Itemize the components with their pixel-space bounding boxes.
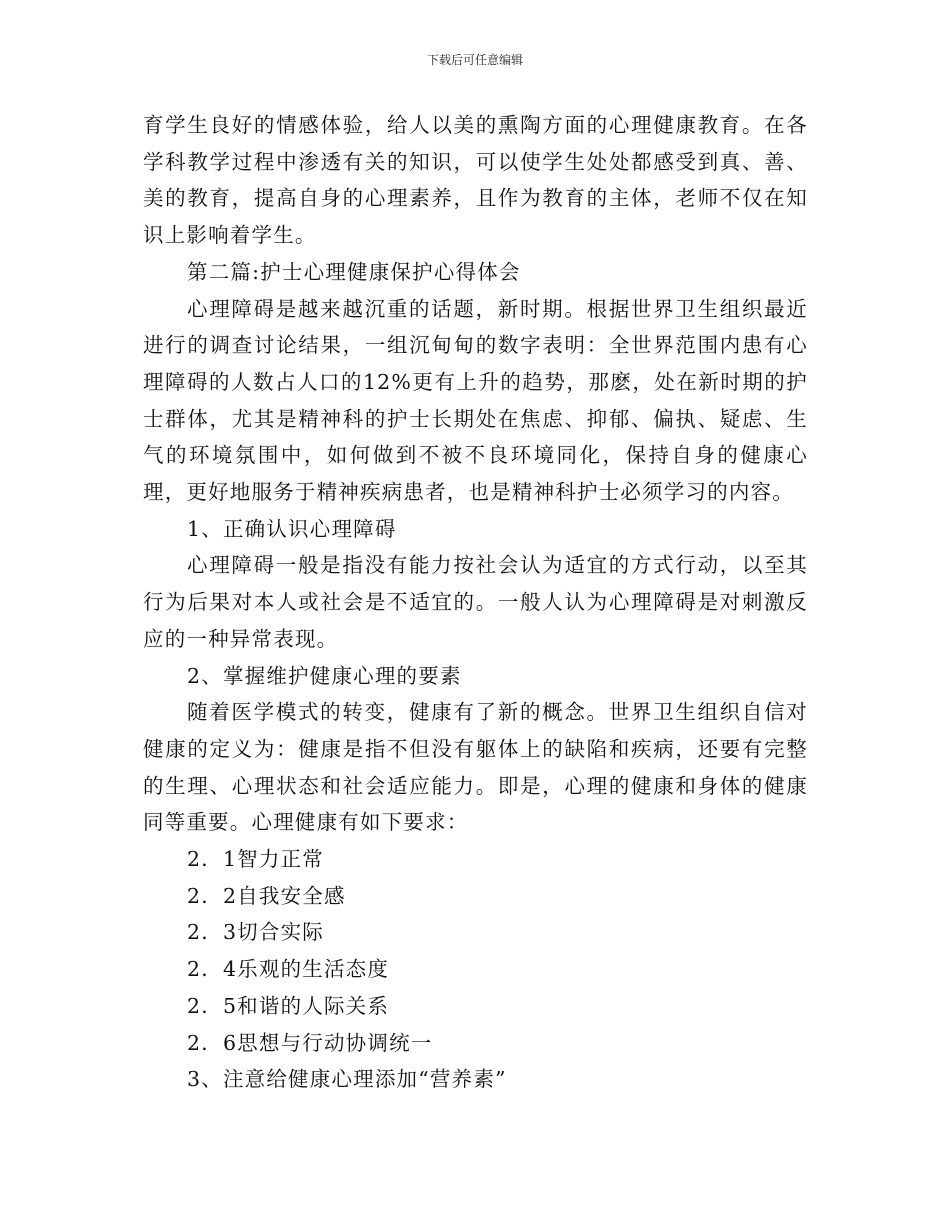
list-item-2-3: 2．3切合实际 [187, 920, 324, 945]
paragraph-health-definition: 随着医学模式的转变，健康有了新的概念。世界卫生组织自信对健康的定义为：健康是指不但没有躯体上的缺陷和疾病，还要有完整的生理、心理状态和社会适应能力。即是，心理的健康和身体的健康同等重要。心理健康有如下要求： [143, 700, 808, 835]
paragraph-intro: 心理障碍是越来越沉重的话题，新时期。根据世界卫生组织最近进行的调查讨论结果，一组沉甸甸的数字表明：全世界范围内患有心理障碍的人数占人口的12%更有上升的趋势，那麽，处在新时期的护士群体，尤其是精神科的护士长期处在焦虑、抑郁、偏执、疑虑、生气的环境氛围中，如何做到不被不良环境同化，保持自身的健康心理，更好地服务于精神疾病患者，也是精神科护士必须学习的内容。 [143, 296, 808, 505]
list-item-2-2: 2．2自我安全感 [187, 883, 346, 908]
list-item-2-4: 2．4乐观的生活态度 [187, 957, 390, 982]
paragraph-definition: 心理障碍一般是指没有能力按社会认为适宜的方式行动，以至其行为后果对本人或社会是不适宜的。一般人认为心理障碍是对刺激反应的一种异常表现。 [143, 553, 808, 651]
list-item-2-6: 2．6思想与行动协调统一 [187, 1030, 433, 1055]
paragraph-continued-text: 育学生良好的情感体验，给人以美的熏陶方面的心理健康教育。在各学科教学过程中渗透有关的知识，可以使学生处处都感受到真、善、美的教育，提高自身的心理素养，且作为教育的主体，老师不仅在知识上影响着学生。 [143, 113, 808, 248]
section-title-part-two: 第二篇:护士心理健康保护心得体会 [187, 259, 521, 284]
list-item-2-1: 2．1智力正常 [187, 847, 324, 872]
heading-1: 1、正确认识心理障碍 [187, 516, 397, 541]
heading-3: 3、注意给健康心理添加“营养素” [187, 1067, 507, 1092]
document-body [143, 107, 808, 1098]
page-header: 下载后可任意编辑 [426, 53, 523, 67]
list-item-2-5: 2．5和谐的人际关系 [187, 993, 390, 1018]
heading-2: 2、掌握维护健康心理的要素 [187, 663, 462, 688]
